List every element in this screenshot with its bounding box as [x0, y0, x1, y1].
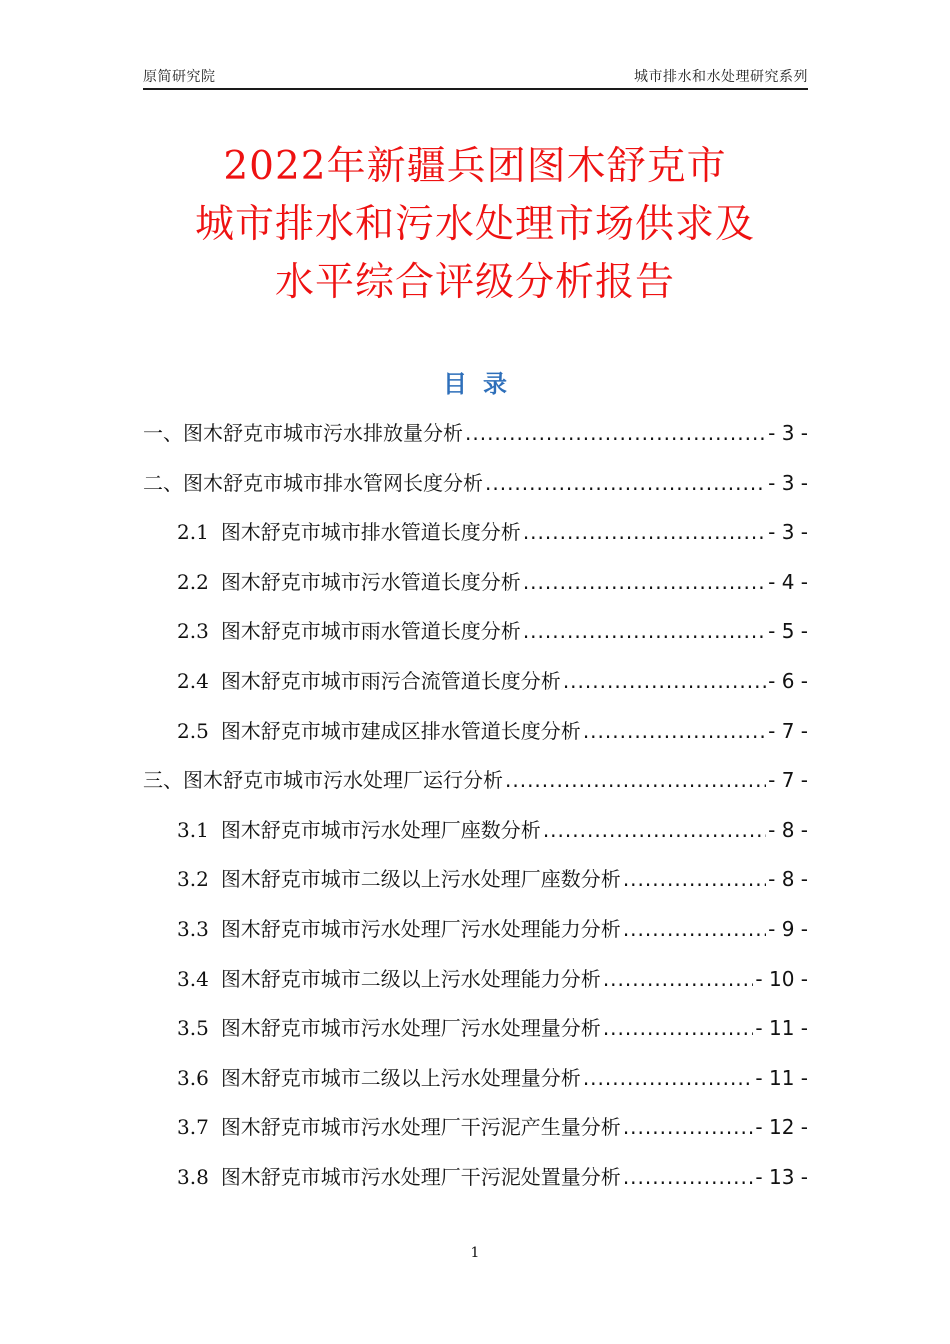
toc-entry-page: - 6 - [768, 668, 808, 693]
toc-entry-label: 二、图木舒克市城市排水管网长度分析 [143, 470, 483, 495]
toc-entry-number: 3.5 [177, 1016, 209, 1041]
toc-leader-dots [623, 911, 766, 947]
table-of-contents [143, 415, 808, 1209]
toc-entry-number: 3.4 [177, 966, 209, 991]
title-line-1: 2022年新疆兵团图木舒克市 [223, 144, 727, 189]
toc-entry-page: - 11 - [755, 1065, 808, 1090]
toc-entry-label: 图木舒克市城市二级以上污水处理能力分析 [220, 966, 601, 991]
toc-leader-dots [623, 1109, 754, 1145]
title-line-2: 城市排水和污水处理市场供求及 [194, 202, 755, 247]
toc-entry-page: - 12 - [755, 1115, 808, 1140]
toc-entry[interactable] [143, 514, 808, 564]
toc-entry[interactable] [143, 762, 808, 812]
toc-leader-dots [505, 762, 766, 798]
toc-entry-label: 图木舒克市城市雨污合流管道长度分析 [220, 668, 561, 693]
toc-entry[interactable] [143, 1010, 808, 1060]
toc-leader-dots [583, 713, 766, 749]
toc-entry[interactable] [143, 564, 808, 614]
toc-entry-page: - 8 - [768, 867, 808, 892]
toc-entry[interactable] [143, 415, 808, 465]
page-header [143, 66, 808, 90]
toc-entry-page: - 5 - [768, 619, 808, 644]
toc-entry[interactable] [143, 812, 808, 862]
toc-entry-page: - 10 - [755, 966, 808, 991]
toc-entry-label: 图木舒克市城市二级以上污水处理量分析 [220, 1065, 581, 1090]
toc-leader-dots [623, 1159, 754, 1195]
header-series: 城市排水和水处理研究系列 [634, 69, 808, 85]
toc-entry-number: 3.2 [177, 867, 209, 892]
toc-entry[interactable] [143, 663, 808, 713]
toc-entry[interactable] [143, 911, 808, 961]
toc-leader-dots [603, 1010, 754, 1046]
toc-entry-label: 图木舒克市城市污水处理厂座数分析 [220, 817, 541, 842]
toc-entry-number: 3.1 [177, 817, 209, 842]
toc-entry-page: - 8 - [768, 817, 808, 842]
page-number: 1 [470, 1245, 480, 1261]
toc-leader-dots [563, 663, 766, 699]
toc-entry-number: 2.3 [177, 619, 209, 644]
toc-entry-label: 图木舒克市城市污水处理厂污水处理量分析 [220, 1016, 601, 1041]
toc-leader-dots [485, 465, 766, 501]
toc-leader-dots [543, 812, 766, 848]
header-publisher: 原简研究院 [143, 69, 216, 85]
toc-entry-number: 3.8 [177, 1164, 209, 1189]
toc-entry-label: 图木舒克市城市建成区排水管道长度分析 [220, 718, 581, 743]
toc-entry-label: 图木舒克市城市污水处理厂干污泥产生量分析 [220, 1115, 621, 1140]
toc-entry-number: 2.5 [177, 718, 209, 743]
toc-entry-page: - 7 - [768, 718, 808, 743]
toc-entry-number: 2.2 [177, 569, 209, 594]
toc-entry-label: 图木舒克市城市污水管道长度分析 [220, 569, 521, 594]
toc-entry[interactable] [143, 465, 808, 515]
toc-entry-label: 图木舒克市城市二级以上污水处理厂座数分析 [220, 867, 621, 892]
toc-entry[interactable] [143, 861, 808, 911]
toc-entry-page: - 13 - [755, 1164, 808, 1189]
toc-entry[interactable] [143, 713, 808, 763]
toc-entry-label: 图木舒克市城市排水管道长度分析 [220, 520, 521, 545]
toc-entry-number: 3.7 [177, 1115, 209, 1140]
toc-entry-number: 3.6 [177, 1065, 209, 1090]
toc-leader-dots [465, 415, 766, 451]
toc-entry-label: 一、图木舒克市城市污水排放量分析 [143, 421, 463, 445]
toc-entry-number: 2.4 [177, 668, 209, 693]
toc-entry-label: 图木舒克市城市污水处理厂污水处理能力分析 [220, 916, 621, 941]
toc-entry-page: - 4 - [768, 569, 808, 594]
toc-entry[interactable] [143, 961, 808, 1011]
toc-entry-page: - 9 - [768, 916, 808, 941]
toc-entry-page: - 3 - [768, 520, 808, 545]
toc-heading: 目录 [443, 370, 523, 398]
toc-leader-dots [523, 514, 766, 550]
toc-leader-dots [583, 1060, 754, 1096]
toc-entry[interactable] [143, 1109, 808, 1159]
toc-entry-page: - 3 - [768, 421, 808, 445]
toc-entry-number: 2.1 [177, 520, 209, 545]
title-line-3: 水平综合评级分析报告 [274, 260, 675, 305]
toc-entry-page: - 11 - [755, 1016, 808, 1041]
report-title [0, 138, 950, 312]
toc-entry-page: - 3 - [768, 470, 808, 495]
toc-entry[interactable] [143, 1060, 808, 1110]
toc-leader-dots [523, 613, 766, 649]
toc-entry-label: 图木舒克市城市污水处理厂干污泥处置量分析 [220, 1164, 621, 1189]
toc-entry-page: - 7 - [768, 768, 808, 793]
toc-entry[interactable] [143, 1159, 808, 1209]
toc-leader-dots [523, 564, 766, 600]
toc-leader-dots [603, 961, 754, 997]
toc-leader-dots [623, 861, 766, 897]
toc-entry[interactable] [143, 613, 808, 663]
toc-entry-number: 3.3 [177, 916, 209, 941]
toc-entry-label: 三、图木舒克市城市污水处理厂运行分析 [143, 768, 503, 793]
toc-entry-label: 图木舒克市城市雨水管道长度分析 [220, 619, 521, 644]
